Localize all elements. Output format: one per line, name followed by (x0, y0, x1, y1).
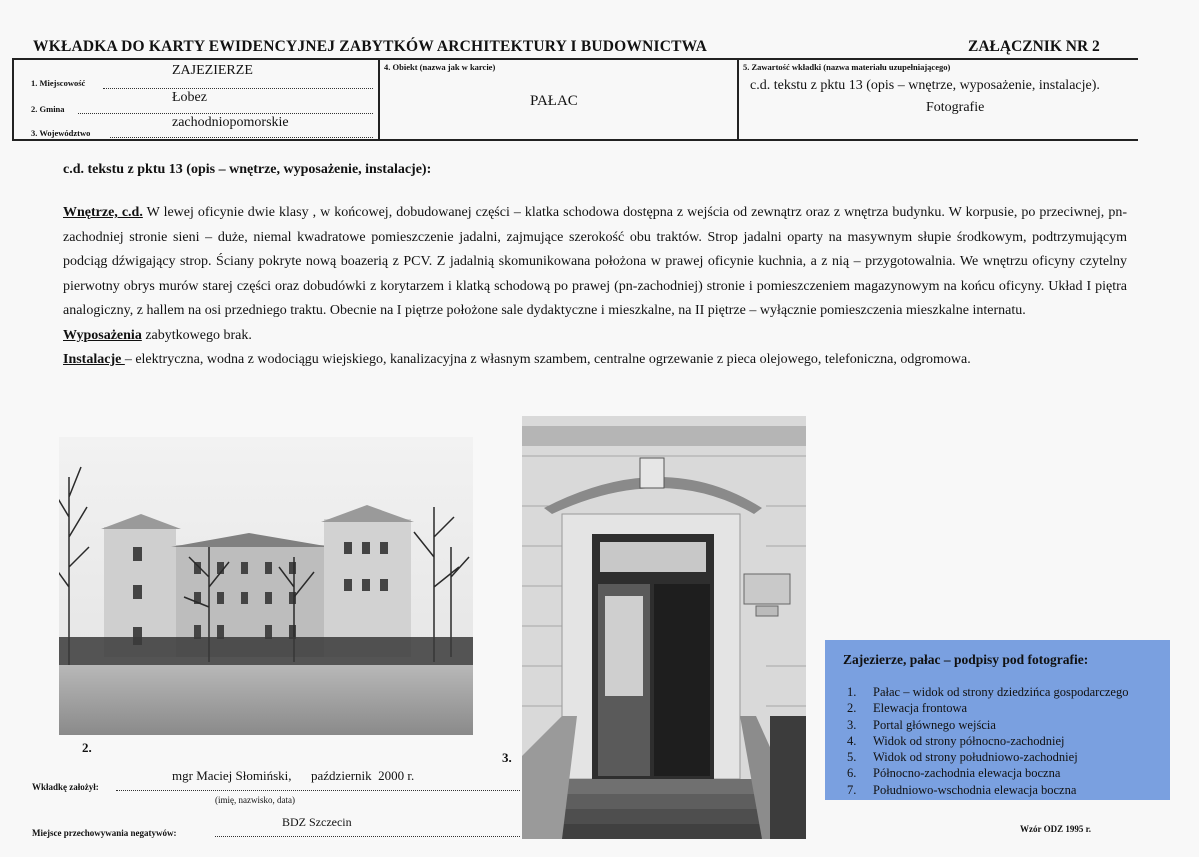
description-text (63, 201, 1127, 373)
place-dotline (103, 88, 373, 89)
author-value: mgr Maciej Słomiński, październik 2000 r. (172, 768, 415, 783)
commune-label: 2. Gmina (31, 104, 65, 114)
caption-item: 2. Elewacja frontowa (847, 701, 968, 716)
photo2-number: 2. (82, 740, 92, 755)
interior-paragraph (63, 201, 1127, 324)
place-value: ZAJEZIERZE (172, 63, 253, 78)
caption-item: 6. Północno-zachodnia elewacja boczna (847, 766, 1061, 781)
photo-palace-front (59, 437, 473, 735)
interior-text: W lewej oficynie dwie klasy , w końcowej, dobudowanej części – klatka schodowa dostępna z wejścia od zewnątrz oraz z wnętrza budynku. W korpusie, po przeciwnej, pn-zachodniej stronie sieni – duże, niemal kwadratowe pomieszczenie jadalni, zajmujące szerokość obu traktów. Strop jadalni oparty na masywnym słupie środkowym, podtrzymującym podciąg dźwigający strop. Ściany pokryte nową boazerią z PCV. Z jadalnią skomunikowana położona w prawej oficynie kuchnia, a z nią – przygotowalnia. We wnętrzu oficyny czytelny pierwotny obrys murów starej części oraz dobudówki z korytarzem i klatką schodową po prawej (pn-zachodniej) stronie i pomieszczeniem magazynowym na końcu oficyny. Układ I piętra analogiczny, z hallem na osi przedniego traktu. Obecnie na I piętrze położone sale dydaktyczne i mieszkalne, na II piętrze – wyłącznie pomieszczenia mieszkalne internatu. (63, 205, 1127, 318)
author-hint: (imię, nazwisko, data) (215, 795, 295, 805)
insert-content-line2: Fotografie (926, 100, 985, 115)
header-bottom-rule (12, 139, 1138, 141)
photo-main-portal (522, 416, 806, 839)
caption-item: 3. Portal głównego wejścia (847, 717, 996, 732)
installations-text: – elektryczna, wodna z wodociągu wiejskiego, kanalizacyjna z własnym szambem, centralne ogrzewanie z pieca olejowego, telefoniczna, odgromowa. (124, 352, 971, 367)
header-top-rule (12, 58, 1138, 60)
author-dotline (116, 790, 520, 791)
voivodeship-label: 3. Województwo (31, 128, 91, 138)
section-heading: c.d. tekstu z pktu 13 (opis – wnętrze, wyposażenie, instalacje): (63, 162, 432, 177)
photo-captions-box (825, 640, 1170, 800)
place-label: 1. Miejscowość (31, 78, 86, 88)
object-value: PAŁAC (530, 93, 578, 109)
captions-title: Zajezierze, pałac – podpisy pod fotografie: (843, 652, 1089, 667)
form-title: WKŁADKA DO KARTY EWIDENCYJNEJ ZABYTKÓW ARCHITEKTURY I BUDOWNICTWA (33, 38, 708, 55)
installations-label: Instalacje (63, 352, 125, 367)
negatives-label: Miejsce przechowywania negatywów: (32, 828, 177, 838)
insert-content-label: 5. Zawartość wkładki (nazwa materiału uzupełniającego) (743, 62, 951, 72)
installations-paragraph (63, 348, 1127, 373)
commune-dotline (78, 113, 373, 114)
equipment-text: zabytkowego brak. (141, 327, 252, 343)
voivodeship-dotline (110, 137, 373, 138)
commune-value: Łobez (172, 90, 207, 105)
negatives-value: BDZ Szczecin (282, 815, 352, 829)
header-divider-2 (737, 58, 739, 141)
insert-content-line1: c.d. tekstu z pktu 13 (opis – wnętrze, wyposażenie, instalacje). (750, 78, 1100, 93)
caption-item: 7. Południowo-wschodnia elewacja boczna (847, 782, 1077, 797)
header-left-border (12, 58, 14, 141)
equipment-label: Wyposażenia (63, 327, 142, 343)
negatives-dotline (215, 836, 520, 837)
caption-item: 1. Pałac – widok od strony dziedzińca gospodarczego (847, 685, 1129, 699)
captions-list (847, 684, 1128, 798)
object-label: 4. Obiekt (nazwa jak w karcie) (384, 62, 496, 72)
annex-number: ZAŁĄCZNIK NR 2 (968, 38, 1100, 55)
header-divider-1 (378, 58, 380, 141)
photo3-number: 3. (502, 750, 512, 765)
author-label: Wkładkę założył: (32, 782, 99, 792)
equipment-paragraph (63, 324, 1127, 349)
voivodeship-value: zachodniopomorskie (172, 115, 289, 130)
caption-item: 4. Widok od strony północno-zachodniej (847, 733, 1065, 748)
caption-item: 5. Widok od strony południowo-zachodniej (847, 750, 1078, 765)
interior-label: Wnętrze, c.d. (63, 205, 143, 220)
form-reference: Wzór ODZ 1995 r. (1020, 824, 1091, 834)
